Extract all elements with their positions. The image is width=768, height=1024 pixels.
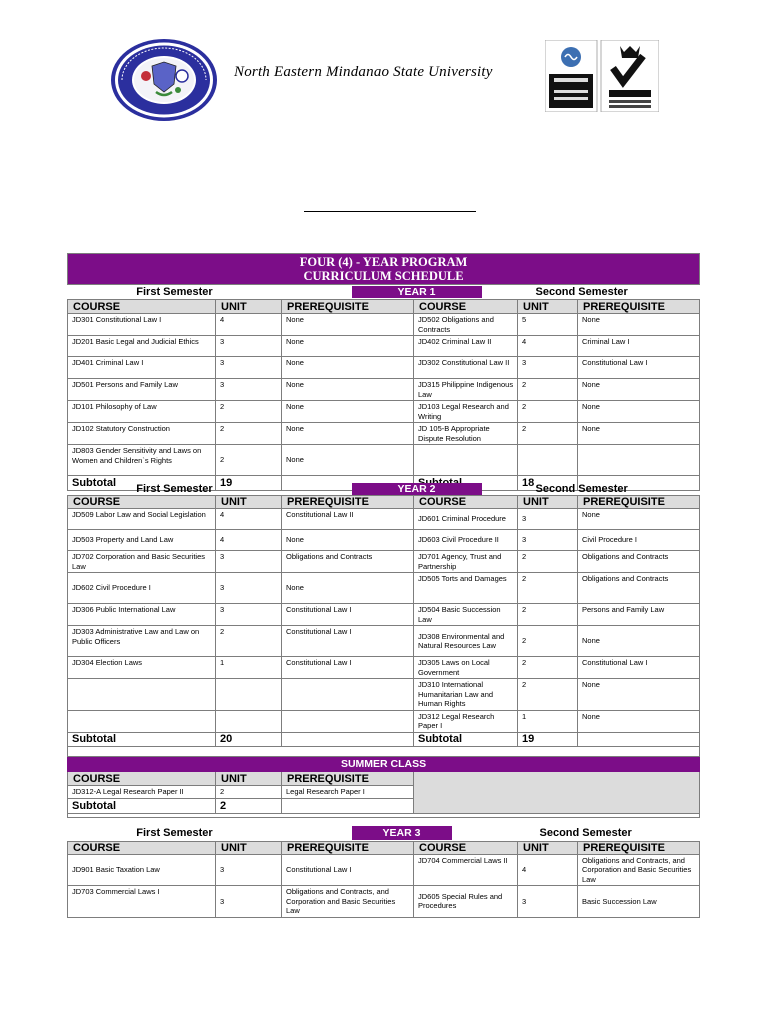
unit-cell: 2 — [518, 423, 578, 445]
prerequisite-cell: None — [578, 379, 700, 401]
course-cell: JD102 Statutory Construction — [68, 423, 216, 445]
table-row — [68, 445, 700, 476]
table-row — [68, 573, 700, 604]
course-cell: JD509 Labor Law and Social Legislation — [68, 509, 216, 530]
prerequisite-cell: None — [578, 679, 700, 711]
first-semester-label: First Semester — [136, 483, 213, 495]
course-cell: JD101 Philosophy of Law — [68, 401, 216, 423]
unit-cell — [518, 445, 578, 476]
header-row: COURSE UNIT PREREQUISITE COURSE UNIT PREREQUISITE — [68, 496, 700, 509]
course-cell: JD308 Environmental and Natural Resources Law — [414, 626, 518, 657]
course-cell: JD304 Election Laws — [68, 657, 216, 679]
prerequisite-cell: None — [282, 573, 414, 604]
unit-cell: 3 — [216, 379, 282, 401]
prerequisite-cell: Constitutional Law II — [282, 509, 414, 530]
unit-cell: 4 — [518, 854, 578, 886]
prerequisite-cell: Civil Procedure I — [578, 530, 700, 551]
prerequisite-cell: None — [578, 423, 700, 445]
unit-cell: 2 — [216, 626, 282, 657]
course-cell: JD704 Commercial Laws II — [414, 854, 518, 886]
prerequisite-cell: None — [282, 401, 414, 423]
prerequisite-cell: None — [282, 445, 414, 476]
course-cell: JD302 Constitutional Law II — [414, 357, 518, 379]
year3-label: YEAR 3 — [352, 826, 452, 840]
prerequisite-cell: Constitutional Law I — [578, 657, 700, 679]
year2-table — [67, 483, 700, 761]
course-cell: JD401 Criminal Law I — [68, 357, 216, 379]
unit-cell: 3 — [518, 357, 578, 379]
course-cell: JD901 Basic Taxation Law — [68, 854, 216, 886]
course-cell: JD301 Constitutional Law I — [68, 314, 216, 336]
first-semester-label: First Semester — [136, 286, 213, 298]
prerequisite-cell: None — [578, 314, 700, 336]
table-row — [68, 854, 700, 886]
table-row — [68, 710, 700, 732]
table-row — [68, 379, 700, 401]
university-name: North Eastern Mindanao State University — [234, 64, 493, 80]
prerequisite-cell: None — [578, 626, 700, 657]
course-cell: JD605 Special Rules and Procedures — [414, 886, 518, 918]
prerequisite-cell: Constitutional Law I — [578, 357, 700, 379]
unit-cell: 3 — [216, 854, 282, 886]
prerequisite-cell: Obligations and Contracts — [578, 551, 700, 573]
course-cell: JD305 Laws on Local Government — [414, 657, 518, 679]
course-cell: JD310 International Humanitarian Law and Human Rights — [414, 679, 518, 711]
first-semester-label: First Semester — [136, 827, 213, 840]
course-cell — [68, 679, 216, 711]
header-row: COURSE UNIT PREREQUISITE COURSE UNIT PREREQUISITE — [68, 841, 700, 854]
unit-cell: 2 — [216, 445, 282, 476]
course-cell: JD 105-B Appropriate Dispute Resolution — [414, 423, 518, 445]
certification-logos — [545, 40, 659, 112]
unit-cell — [216, 710, 282, 732]
table-row: JD312-A Legal Research Paper II 2 Legal Research Paper I — [68, 786, 700, 799]
course-cell: JD601 Criminal Procedure — [414, 509, 518, 530]
subtotal-row: Subtotal 20 Subtotal 19 — [68, 732, 700, 746]
table-row — [68, 336, 700, 357]
unit-cell: 2 — [518, 626, 578, 657]
university-seal-logo — [110, 38, 218, 122]
unit-cell: 4 — [518, 336, 578, 357]
table-row — [68, 314, 700, 336]
course-cell: JD501 Persons and Family Law — [68, 379, 216, 401]
unit-cell: 1 — [216, 657, 282, 679]
prerequisite-cell: Obligations and Contracts, and Corporation and Basic Securities Law — [282, 886, 414, 918]
table-row — [68, 530, 700, 551]
signature-line — [304, 211, 476, 212]
prerequisite-cell: None — [578, 710, 700, 732]
course-cell: JD505 Torts and Damages — [414, 573, 518, 604]
prerequisite-cell: Obligations and Contracts, and Corporation and Basic Securities Law — [578, 854, 700, 886]
course-cell — [414, 445, 518, 476]
table-row — [68, 357, 700, 379]
table-row — [68, 401, 700, 423]
unit-cell: 3 — [518, 886, 578, 918]
course-cell: JD306 Public International Law — [68, 604, 216, 626]
unit-cell: 3 — [216, 357, 282, 379]
unit-cell: 5 — [518, 314, 578, 336]
unit-cell: 4 — [216, 509, 282, 530]
prerequisite-cell: None — [578, 401, 700, 423]
prerequisite-cell: Constitutional Law I — [282, 604, 414, 626]
table-row — [68, 626, 700, 657]
unit-cell: 2 — [216, 423, 282, 445]
summer-table — [67, 757, 700, 814]
course-cell: JD702 Corporation and Basic Securities Law — [68, 551, 216, 573]
unit-cell: 3 — [518, 530, 578, 551]
prerequisite-cell: None — [282, 336, 414, 357]
prerequisite-cell: Persons and Family Law — [578, 604, 700, 626]
course-cell: JD502 Obligations and Contracts — [414, 314, 518, 336]
prerequisite-cell: None — [282, 423, 414, 445]
subtotal-row: Subtotal 2 — [68, 799, 700, 814]
course-cell: JD803 Gender Sensitivity and Laws on Women and Children`s Rights — [68, 445, 216, 476]
second-semester-label: Second Semester — [539, 827, 632, 840]
unit-cell: 3 — [216, 573, 282, 604]
course-cell — [68, 710, 216, 732]
course-cell: JD402 Criminal Law II — [414, 336, 518, 357]
unit-cell: 2 — [518, 401, 578, 423]
unit-cell: 3 — [518, 509, 578, 530]
unit-cell: 2 — [518, 679, 578, 711]
course-cell: JD315 Philippine Indigenous Law — [414, 379, 518, 401]
course-cell: JD303 Administrative Law and Law on Public Officers — [68, 626, 216, 657]
course-cell: JD603 Civil Procedure II — [414, 530, 518, 551]
unit-cell: 3 — [216, 336, 282, 357]
unit-cell: 2 — [216, 401, 282, 423]
prerequisite-cell — [282, 710, 414, 732]
year1-table — [67, 253, 700, 491]
course-cell: JD701 Agency, Trust and Partnership — [414, 551, 518, 573]
prerequisite-cell: Constitutional Law I — [282, 626, 414, 657]
unit-cell: 4 — [216, 530, 282, 551]
table-row — [68, 679, 700, 711]
prerequisite-cell: Constitutional Law I — [282, 854, 414, 886]
unit-cell: 3 — [216, 551, 282, 573]
table-row — [68, 509, 700, 530]
table-row — [68, 886, 700, 918]
year3-table — [67, 826, 700, 918]
year1-label: YEAR 1 — [352, 286, 482, 298]
table-row — [68, 551, 700, 573]
course-cell: JD201 Basic Legal and Judicial Ethics — [68, 336, 216, 357]
unit-cell: 3 — [216, 886, 282, 918]
unit-cell: 2 — [518, 604, 578, 626]
summer-class-label: SUMMER CLASS — [68, 758, 700, 772]
course-cell: JD703 Commercial Laws I — [68, 886, 216, 918]
prerequisite-cell: None — [282, 379, 414, 401]
unit-cell: 3 — [216, 604, 282, 626]
course-cell: JD312 Legal Research Paper I — [414, 710, 518, 732]
second-semester-label: Second Semester — [535, 286, 628, 298]
unit-cell: 2 — [518, 551, 578, 573]
unit-cell: 4 — [216, 314, 282, 336]
prerequisite-cell: Basic Succession Law — [578, 886, 700, 918]
unit-cell — [216, 679, 282, 711]
course-cell: JD503 Property and Land Law — [68, 530, 216, 551]
unit-cell: 2 — [518, 573, 578, 604]
prerequisite-cell: None — [282, 357, 414, 379]
course-cell: JD602 Civil Procedure I — [68, 573, 216, 604]
year2-label: YEAR 2 — [352, 483, 482, 495]
header-row: COURSE UNIT PREREQUISITE — [68, 772, 700, 786]
prerequisite-cell: None — [282, 314, 414, 336]
prerequisite-cell: Criminal Law I — [578, 336, 700, 357]
table-row — [68, 423, 700, 445]
program-title: FOUR (4) - YEAR PROGRAM CURRICULUM SCHEDULE — [68, 254, 700, 285]
unit-cell: 2 — [518, 657, 578, 679]
course-cell: JD504 Basic Succession Law — [414, 604, 518, 626]
prerequisite-cell: Obligations and Contracts — [578, 573, 700, 604]
prerequisite-cell: Obligations and Contracts — [282, 551, 414, 573]
subtotal-row: Subtotal 19 18 — [68, 476, 700, 491]
prerequisite-cell: None — [578, 509, 700, 530]
header-row: COURSE UNIT PREREQUISITE COURSE UNIT PREREQUISITE — [68, 300, 700, 314]
prerequisite-cell: None — [282, 530, 414, 551]
prerequisite-cell — [578, 445, 700, 476]
table-row — [68, 604, 700, 626]
second-semester-label: Second Semester — [535, 483, 628, 495]
prerequisite-cell — [282, 679, 414, 711]
unit-cell: 1 — [518, 710, 578, 732]
table-row — [68, 657, 700, 679]
unit-cell: 2 — [518, 379, 578, 401]
course-cell: JD103 Legal Research and Writing — [414, 401, 518, 423]
prerequisite-cell: Constitutional Law I — [282, 657, 414, 679]
